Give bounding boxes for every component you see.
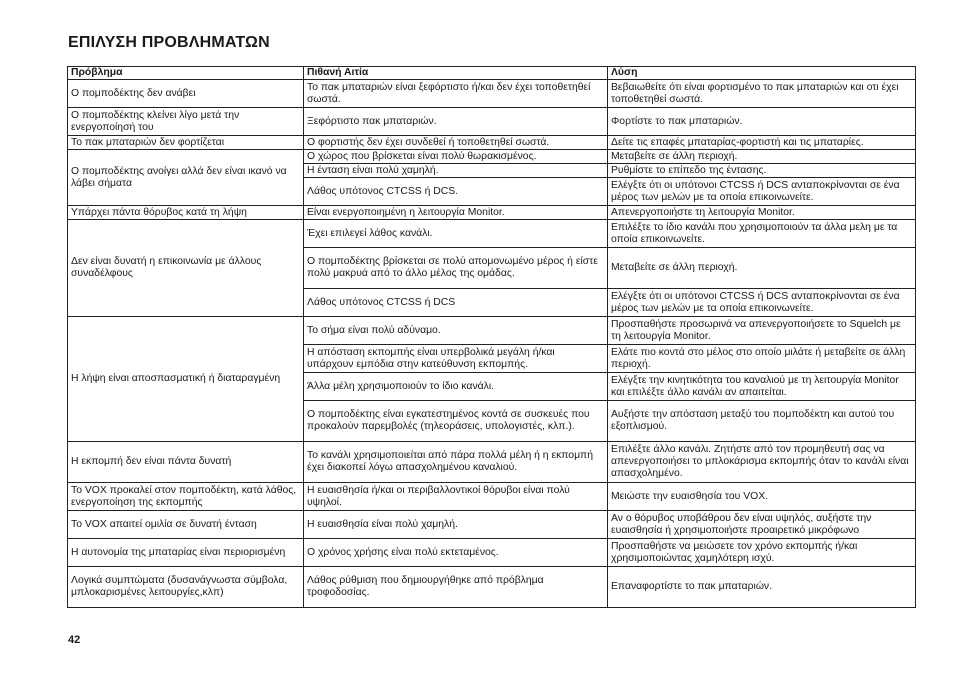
page-title: ΕΠΙΛΥΣΗ ΠΡΟΒΛΗΜΑΤΩΝ [68, 34, 270, 51]
table-row [68, 317, 916, 345]
solution-cell: Προσπαθήστε να μειώσετε τον χρόνο εκπομπής ή/και χρησιμοποιώντας χαμηλότερη ισχύ. [608, 539, 916, 567]
cause-cell: Λάθος ρύθμιση που δημιουργήθηκε από πρόβλημα τροφοδοσίας. [304, 567, 608, 608]
problem-cell: Το πακ μπαταριών δεν φορτίζεται [68, 136, 304, 150]
cause-cell: Ο χρόνος χρήσης είναι πολύ εκτεταμένος. [304, 539, 608, 567]
solution-cell: Ελέγξτε ότι οι υπότονοι CTCSS ή DCS ανταποκρίνονται σε ένα μέρος των μελών με τα οποία επικοινωνείτε. [608, 289, 916, 317]
problem-cell: Ο πομποδέκτης κλείνει λίγο μετά την ενεργοποίησή του [68, 108, 304, 136]
table-row [68, 108, 916, 136]
problem-cell: Δεν είναι δυνατή η επικοινωνία με άλλους συναδέλφους [68, 220, 304, 317]
cause-cell: Το κανάλι χρησιμοποιείται από πάρα πολλά μέλη ή η εκπομπή έχει διακοπεί λόγω απασχολημένου καναλιού. [304, 442, 608, 483]
table-row [68, 511, 916, 539]
table-body [68, 80, 916, 608]
cause-cell: Λάθος υπότονος CTCSS ή DCS [304, 289, 608, 317]
problem-cell: Υπάρχει πάντα θόρυβος κατά τη λήψη [68, 206, 304, 220]
problem-cell: Η αυτονομία της μπαταρίας είναι περιορισμένη [68, 539, 304, 567]
table-row [68, 206, 916, 220]
solution-cell: Μειώστε την ευαισθησία του VOX. [608, 483, 916, 511]
cause-cell: Είναι ενεργοποιημένη η λειτουργία Monitor. [304, 206, 608, 220]
solution-cell: Φορτίστε το πακ μπαταριών. [608, 108, 916, 136]
cause-cell: Ο πομποδέκτης βρίσκεται σε πολύ απομονωμένο μέρος ή είστε πολύ μακρυά από το άλλο μέλος της ομάδας. [304, 248, 608, 289]
cause-cell: Η απόσταση εκπομπής είναι υπερβολικά μεγάλη ή/και υπάρχουν εμπόδια στην κατεύθυνση εκπομπής. [304, 345, 608, 373]
solution-cell: Επιλέξτε το ίδιο κανάλι που χρησιμοποιούν τα άλλα μελη με τα οποία επικοινωνείτε. [608, 220, 916, 248]
solution-cell: Ρυθμίστε το επίπεδο της έντασης. [608, 164, 916, 178]
cause-cell: Ξεφόρτιστο πακ μπαταριών. [304, 108, 608, 136]
solution-cell: Ελέγξτε ότι οι υπότονοι CTCSS ή DCS ανταποκρίνονται σε ένα μέρος των μελών με τα οποία επικοινωνείτε. [608, 178, 916, 206]
header-solution: Λύση [608, 67, 916, 80]
table-row [68, 483, 916, 511]
header-problem: Πρόβλημα [68, 67, 304, 80]
solution-cell: Επαναφορτίστε το πακ μπαταριών. [608, 567, 916, 608]
solution-cell: Μεταβείτε σε άλλη περιοχή. [608, 150, 916, 164]
table-row [68, 150, 916, 164]
solution-cell: Αν ο θόρυβος υποβάθρου δεν είναι υψηλός, αυξήστε την ευαισθησία ή χρησιμοποιήστε προαιρετικό μικρόφωνο [608, 511, 916, 539]
table-header-row [68, 67, 916, 80]
solution-cell: Επιλέξτε άλλο κανάλι. Ζητήστε από τον προμηθευτή σας να απενεργοποιήσει το μπλοκάρισμα εκπομπής όταν το κανάλι είναι απασχολημένο. [608, 442, 916, 483]
table-row [68, 220, 916, 248]
problem-cell: Το VOX απαιτεί ομιλία σε δυνατή ένταση [68, 511, 304, 539]
troubleshooting-table [67, 66, 916, 608]
solution-cell: Ελέγξτε την κινητικότητα του καναλιού με τη λειτουργία Monitor και επιλέξτε άλλο κανάλι αν απαιτείται. [608, 373, 916, 401]
solution-cell: Απενεργοποιήστε τη λειτουργία Monitor. [608, 206, 916, 220]
cause-cell: Έχει επιλεγεί λάθος κανάλι. [304, 220, 608, 248]
problem-cell: Λογικά συμπτώματα (δυσανάγνωστα σύμβολα, μπλοκαρισμένες λειτουργίες,κλπ) [68, 567, 304, 608]
problem-cell: Ο πομποδέκτης ανοίγει αλλά δεν είναι ικανό να λάβει σήματα [68, 150, 304, 206]
table-row [68, 136, 916, 150]
table-row [68, 567, 916, 608]
solution-cell: Δείτε τις επαφές μπαταρίας-φορτιστή και τις μπαταρίες. [608, 136, 916, 150]
page-number: 42 [68, 634, 81, 646]
problem-cell: Το VOX προκαλεί στον πομποδέκτη, κατά λάθος, ενεργοποίηση της εκπομπής [68, 483, 304, 511]
solution-cell: Προσπαθήστε προσωρινά να απενεργοποιήσετε το Squelch με τη λειτουργία Monitor. [608, 317, 916, 345]
cause-cell: Το πακ μπαταριών είναι ξεφόρτιστο ή/και δεν έχει τοποθετηθεί σωστά. [304, 80, 608, 108]
solution-cell: Μεταβείτε σε άλλη περιοχή. [608, 248, 916, 289]
table-row [68, 539, 916, 567]
cause-cell: Η ευαισθησία ή/και οι περιβαλλοντικοί θόρυβοι είναι πολύ υψηλοί. [304, 483, 608, 511]
problem-cell: Η εκπομπή δεν είναι πάντα δυνατή [68, 442, 304, 483]
problem-cell: Ο πομποδέκτης δεν ανάβει [68, 80, 304, 108]
table-row [68, 442, 916, 483]
cause-cell: Λάθος υπότονος CTCSS ή DCS. [304, 178, 608, 206]
solution-cell: Αυξήστε την απόσταση μεταξύ του πομποδέκτη και αυτού του εξοπλισμού. [608, 401, 916, 442]
cause-cell: Η ένταση είναι πολύ χαμηλή. [304, 164, 608, 178]
problem-cell: Η λήψη είναι αποσπασματική ή διαταραγμένη [68, 317, 304, 442]
cause-cell: Άλλα μέλη χρησιμοποιούν το ίδιο κανάλι. [304, 373, 608, 401]
cause-cell: Το σήμα είναι πολύ αδύναμο. [304, 317, 608, 345]
cause-cell: Ο χώρος που βρίσκεται είναι πολύ θωρακισμένος. [304, 150, 608, 164]
cause-cell: Ο φορτιστής δεν έχει συνδεθεί ή τοποθετηθεί σωστά. [304, 136, 608, 150]
cause-cell: Ο πομποδέκτης είναι εγκατεστημένος κοντά σε συσκευές που προκαλούν παρεμβολές (τηλεοράσεις, υπολογιστές, κλπ.). [304, 401, 608, 442]
header-cause: Πιθανή Αιτία [304, 67, 608, 80]
table-row [68, 80, 916, 108]
solution-cell: Ελάτε πιο κοντά στο μέλος στο οποίο μιλάτε ή μεταβείτε σε άλλη περιοχή. [608, 345, 916, 373]
solution-cell: Βεβαιωθείτε ότι είναι φορτισμένο το πακ μπαταριών και οτι έχει τοποθετηθεί σωστά. [608, 80, 916, 108]
cause-cell: Η ευαισθησία είναι πολύ χαμηλή. [304, 511, 608, 539]
